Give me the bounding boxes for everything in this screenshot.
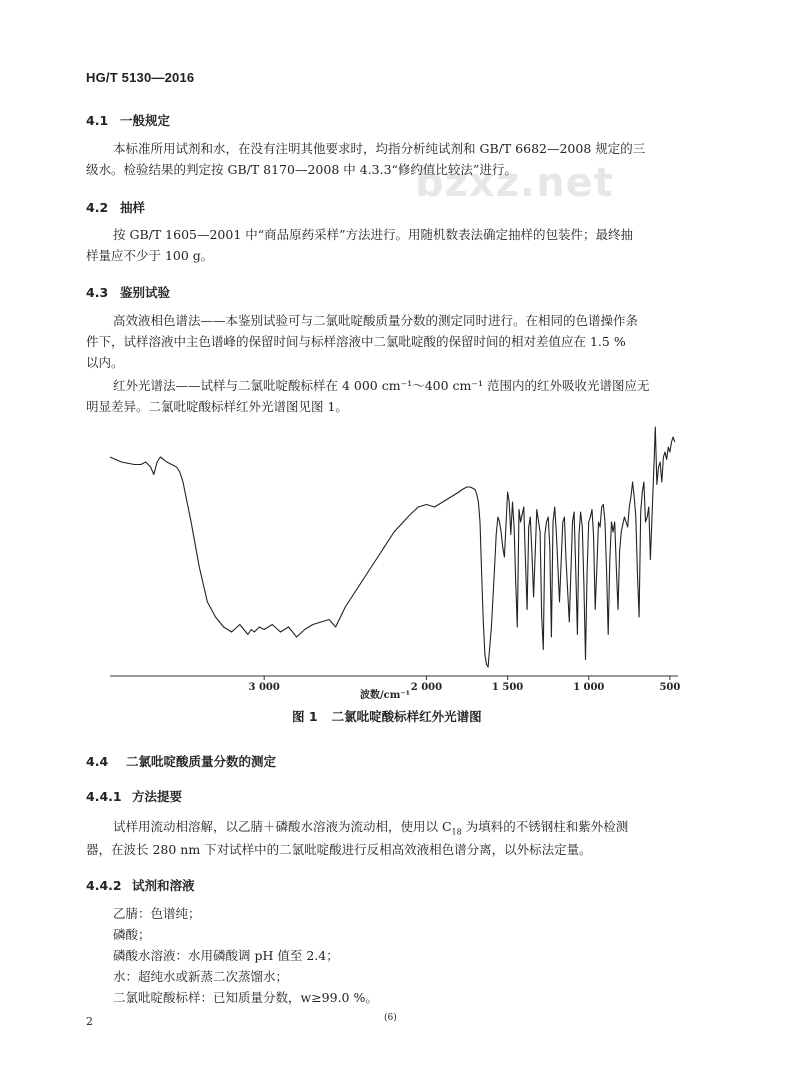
paragraph-line: 器，在波长 280 nm 下对试样中的二氯吡啶酸进行反相高效液相色谱分离，以外标法定量。 [86,842,592,857]
paragraph-line: 级水。检验结果的判定按 GB/T 8170—2008 中 4.3.3“修约值比较法”进行。 [86,162,517,177]
section-number: 4.1 [86,113,109,128]
section-number: 4.3 [86,285,109,300]
figure-title: 二氯吡啶酸标样红外光谱图 [331,709,482,724]
section-4-3-heading [86,283,170,301]
section-number: 4.2 [86,200,109,215]
section-number: 4.4.1 [86,789,122,804]
section-title: 一般规定 [120,113,171,128]
list-item: 磷酸； [113,927,151,942]
paragraph-line: 样量应不少于 100 g。 [86,248,214,263]
paragraph-line: 件下，试样溶液中主色谱峰的保留时间与标样溶液中二氯吡啶酸的保留时间的相对差值应在 1.5 % [86,334,626,349]
subscript: 18 [451,827,462,837]
section-number: 4.4 [86,754,109,769]
paragraph-line: 按 GB/T 1605—2001 中“商品原药采样”方法进行。用随机数表法确定抽样的包装件；最终抽 [113,227,634,242]
x-tick-label: 1 500 [491,682,524,693]
x-ticks [249,676,680,693]
section-4-2-heading [86,198,145,216]
section-title: 二氯吡啶酸质量分数的测定 [126,754,277,769]
section-4-1-heading [86,111,170,129]
list-item: 乙腈：色谱纯； [113,906,201,921]
x-tick-label: 1 000 [573,682,605,693]
section-4-4-heading [86,752,276,770]
x-tick-label: 2 000 [410,682,443,693]
paragraph-line: 高效液相色谱法——本鉴别试验可与二氯吡啶酸质量分数的测定同时进行。在相同的色谱操作条 [113,313,639,328]
section-title: 鉴别试验 [120,285,171,300]
section-title: 方法提要 [132,789,183,804]
text-run: 为填料的不锈钢柱和紫外检测 [461,819,629,834]
spectrum-line [110,427,675,667]
paragraph-line: 明显差异。二氯吡啶酸标样红外光谱图见图 1。 [86,399,348,414]
section-title: 试剂和溶液 [132,878,195,893]
figure-caption [292,707,482,725]
text-run: 试样用流动相溶解，以乙腈＋磷酸水溶液为流动相，使用以 C [113,819,452,834]
section-4-4-2-heading [86,876,195,894]
paragraph-line: 以内。 [86,355,124,370]
x-tick-label: 500 [659,682,680,693]
x-axis-label: 波数/cm⁻¹ [360,690,410,701]
paragraph-line: 红外光谱法——试样与二氯吡啶酸标样在 4 000 cm⁻¹～400 cm⁻¹ 范围内的红外吸收光谱图应无 [113,378,650,393]
standard-number: HG/T 5130—2016 [86,70,195,85]
list-item: 水：超纯水或新蒸二次蒸馏水； [113,969,289,984]
page-number: 2 [86,1015,93,1028]
section-number: 4.4.2 [86,878,122,893]
ir-spectrum-chart [110,418,680,703]
list-item: 二氯吡啶酸标样：已知质量分数，w≥99.0 %。 [113,990,378,1005]
section-4-4-1-heading [86,787,182,805]
paragraph-line [113,817,628,843]
x-tick-label: 3 000 [248,682,280,693]
section-title: 抽样 [120,200,146,215]
list-item: 磷酸水溶液：水用磷酸调 pH 值至 2.4； [113,948,339,963]
sheet-number: (6) [384,1013,397,1023]
watermark: bzxz.net [415,160,614,206]
paragraph-line: 本标准所用试剂和水，在没有注明其他要求时，均指分析纯试剂和 GB/T 6682—2008 规定的三 [113,141,646,156]
figure-number: 图 1 [292,709,318,724]
